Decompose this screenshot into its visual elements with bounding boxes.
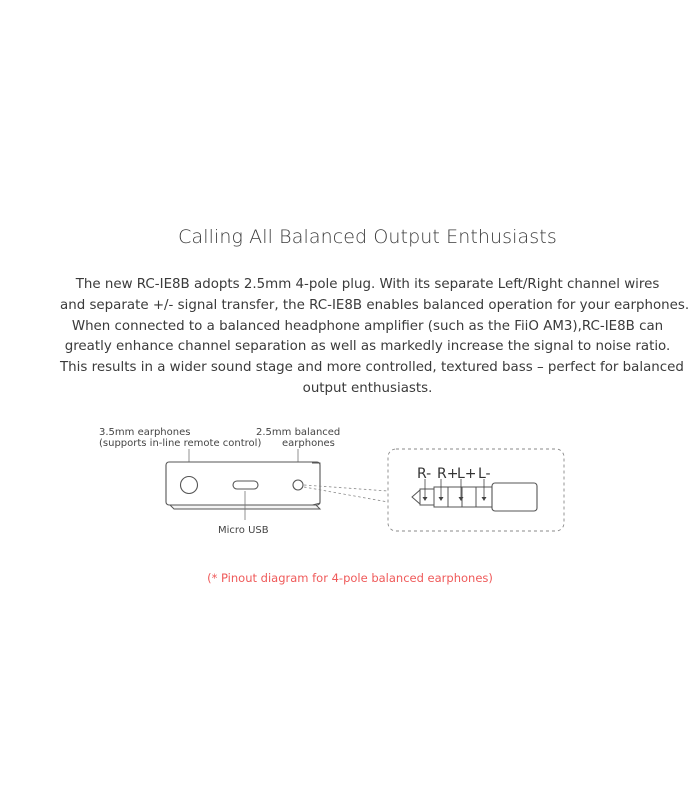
micro-usb-port-icon (233, 481, 258, 489)
paragraph-line: When connected to a balanced headphone amplifier (such as the FiiO AM3),RC-IE8B can (71, 318, 664, 334)
pinout-footnote: (* Pinout diagram for 4-pole balanced earphones) (207, 571, 493, 585)
port-25-label-line1: 2.5mm balanced (256, 427, 341, 438)
paragraph-line: This results in a wider sound stage and more controlled, textured bass – perfect for balanced (60, 360, 684, 376)
paragraph-line: The new RC-IE8B adopts 2.5mm 4-pole plug. With its separate Left/Right channel wires (75, 277, 660, 292)
port-35-label-line1: 3.5mm earphones (99, 427, 191, 438)
jack-35-icon (181, 477, 198, 494)
paragraph-line: greatly enhance channel separation as well as markedly increase the signal to noise ratio. (64, 339, 671, 355)
pin-label: L+ (457, 466, 477, 482)
plug-25-icon (412, 479, 537, 511)
pin-label: R- (417, 466, 432, 482)
port-25-label-line2: earphones (282, 438, 335, 449)
port-35-label-line2: (supports in-line remote control) (99, 438, 262, 449)
pin-label: R+ (437, 466, 459, 482)
page-title: Calling All Balanced Output Enthusiasts (178, 226, 557, 248)
jack-25-icon (293, 480, 303, 490)
port-usb-label: Micro USB (218, 525, 269, 536)
paragraph-line: and separate +/- signal transfer, the RC-IE8B enables balanced operation for your earphones. (60, 297, 690, 313)
device-body (166, 462, 320, 509)
pin-label: L- (478, 466, 491, 482)
paragraph-line: output enthusiasts. (302, 380, 433, 396)
